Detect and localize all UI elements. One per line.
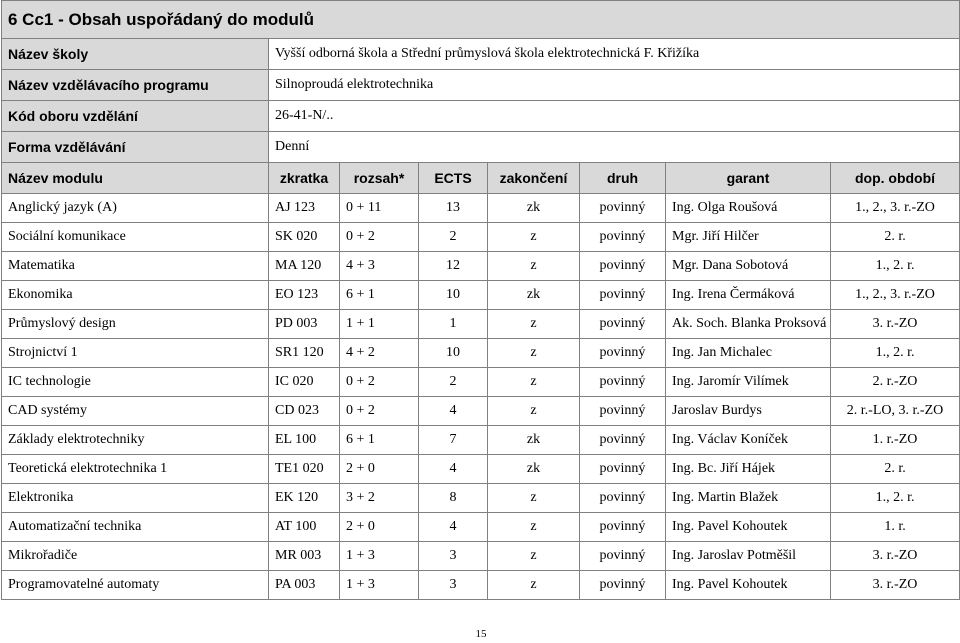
table-cell: Ing. Václav Koníček xyxy=(666,426,831,455)
table-cell: Ing. Jaromír Vilímek xyxy=(666,368,831,397)
table-cell: povinný xyxy=(580,397,666,426)
table-cell: 1., 2. r. xyxy=(831,484,960,513)
table-cell: z xyxy=(488,513,580,542)
table-cell: Anglický jazyk (A) xyxy=(2,194,269,223)
table-cell: Ing. Irena Čermáková xyxy=(666,281,831,310)
table-cell: z xyxy=(488,397,580,426)
table-cell: AT 100 xyxy=(269,513,340,542)
table-cell: SR1 120 xyxy=(269,339,340,368)
table-cell: 1 + 1 xyxy=(340,310,419,339)
table-row xyxy=(2,281,960,310)
table-row xyxy=(2,223,960,252)
meta-row-code xyxy=(2,101,960,132)
column-header: druh xyxy=(580,163,666,194)
table-cell: 1 + 3 xyxy=(340,542,419,571)
table-cell: MA 120 xyxy=(269,252,340,281)
table-cell: 0 + 2 xyxy=(340,223,419,252)
table-cell: IC 020 xyxy=(269,368,340,397)
table-cell: Ak. Soch. Blanka Proksová xyxy=(666,310,831,339)
meta-row-program xyxy=(2,70,960,101)
table-cell: 0 + 2 xyxy=(340,368,419,397)
column-header: dop. období xyxy=(831,163,960,194)
table-row xyxy=(2,484,960,513)
table-row xyxy=(2,426,960,455)
table-row xyxy=(2,542,960,571)
table-cell: PA 003 xyxy=(269,571,340,600)
table-cell: povinný xyxy=(580,310,666,339)
table-cell: 1., 2., 3. r.-ZO xyxy=(831,281,960,310)
table-cell: 1., 2. r. xyxy=(831,339,960,368)
table-cell: IC technologie xyxy=(2,368,269,397)
table-cell: EL 100 xyxy=(269,426,340,455)
table-row xyxy=(2,194,960,223)
table-cell: 0 + 11 xyxy=(340,194,419,223)
meta-row-form xyxy=(2,132,960,163)
table-cell: povinný xyxy=(580,223,666,252)
table-row xyxy=(2,310,960,339)
column-header: ECTS xyxy=(419,163,488,194)
table-row xyxy=(2,571,960,600)
table-cell: Automatizační technika xyxy=(2,513,269,542)
table-cell: z xyxy=(488,484,580,513)
column-header: garant xyxy=(666,163,831,194)
table-cell: 6 + 1 xyxy=(340,426,419,455)
table-cell: Ing. Pavel Kohoutek xyxy=(666,513,831,542)
table-cell: 3. r.-ZO xyxy=(831,571,960,600)
table-cell: 6 + 1 xyxy=(340,281,419,310)
table-cell: Strojnictví 1 xyxy=(2,339,269,368)
table-cell: Mikrořadiče xyxy=(2,542,269,571)
table-cell: 12 xyxy=(419,252,488,281)
meta-row-school xyxy=(2,39,960,70)
page-number: 15 xyxy=(475,628,487,640)
table-cell: 7 xyxy=(419,426,488,455)
column-header-row xyxy=(2,163,960,194)
document xyxy=(1,0,959,640)
meta-value: Vyšší odborná škola a Střední průmyslová škola elektrotechnická F. Křižíka xyxy=(269,39,960,70)
table-cell: TE1 020 xyxy=(269,455,340,484)
table-cell: 13 xyxy=(419,194,488,223)
table-cell: Ing. Pavel Kohoutek xyxy=(666,571,831,600)
table-cell: Mgr. Jiří Hilčer xyxy=(666,223,831,252)
table-cell: 4 xyxy=(419,455,488,484)
table-cell: 1 xyxy=(419,310,488,339)
table-cell: zk xyxy=(488,426,580,455)
table-cell: povinný xyxy=(580,426,666,455)
table-cell: zk xyxy=(488,455,580,484)
title-row xyxy=(2,1,960,39)
table-cell: Ing. Jaroslav Potměšil xyxy=(666,542,831,571)
table-row xyxy=(2,368,960,397)
table-cell: CD 023 xyxy=(269,397,340,426)
table-cell: Teoretická elektrotechnika 1 xyxy=(2,455,269,484)
table-cell: z xyxy=(488,252,580,281)
table-cell: 2 + 0 xyxy=(340,513,419,542)
meta-label: Forma vzdělávání xyxy=(2,132,269,163)
table-cell: Základy elektrotechniky xyxy=(2,426,269,455)
table-cell: Ekonomika xyxy=(2,281,269,310)
table-cell: z xyxy=(488,339,580,368)
table-cell: 3 xyxy=(419,542,488,571)
table-cell: povinný xyxy=(580,281,666,310)
table-cell: 8 xyxy=(419,484,488,513)
meta-label: Název školy xyxy=(2,39,269,70)
table-cell: zk xyxy=(488,281,580,310)
section-title: 6 Cc1 - Obsah uspořádaný do modulů xyxy=(2,1,960,39)
table-cell: 2. r. xyxy=(831,455,960,484)
table-cell: z xyxy=(488,571,580,600)
meta-value: Denní xyxy=(269,132,960,163)
table-cell: 2 + 0 xyxy=(340,455,419,484)
table-cell: povinný xyxy=(580,194,666,223)
table-cell: Ing. Jan Michalec xyxy=(666,339,831,368)
table-cell: zk xyxy=(488,194,580,223)
module-table xyxy=(1,0,960,600)
table-cell: 1., 2. r. xyxy=(831,252,960,281)
table-row xyxy=(2,397,960,426)
table-cell: Ing. Olga Roušová xyxy=(666,194,831,223)
table-cell: 2. r.-ZO xyxy=(831,368,960,397)
table-cell: Matematika xyxy=(2,252,269,281)
column-header: rozsah* xyxy=(340,163,419,194)
column-header: zakončení xyxy=(488,163,580,194)
table-cell: Jaroslav Burdys xyxy=(666,397,831,426)
column-header: zkratka xyxy=(269,163,340,194)
table-cell: 3 xyxy=(419,571,488,600)
table-row xyxy=(2,513,960,542)
table-cell: 3 + 2 xyxy=(340,484,419,513)
table-cell: 3. r.-ZO xyxy=(831,310,960,339)
table-cell: EK 120 xyxy=(269,484,340,513)
table-cell: 4 + 2 xyxy=(340,339,419,368)
table-cell: povinný xyxy=(580,542,666,571)
meta-label: Název vzdělávacího programu xyxy=(2,70,269,101)
table-cell: povinný xyxy=(580,252,666,281)
table-cell: 2 xyxy=(419,368,488,397)
table-cell: z xyxy=(488,223,580,252)
table-cell: AJ 123 xyxy=(269,194,340,223)
table-cell: PD 003 xyxy=(269,310,340,339)
table-row xyxy=(2,455,960,484)
table-cell: povinný xyxy=(580,513,666,542)
table-cell: 2. r. xyxy=(831,223,960,252)
table-cell: z xyxy=(488,310,580,339)
table-cell: 0 + 2 xyxy=(340,397,419,426)
meta-label: Kód oboru vzdělání xyxy=(2,101,269,132)
table-cell: 3. r.-ZO xyxy=(831,542,960,571)
table-cell: CAD systémy xyxy=(2,397,269,426)
table-cell: Sociální komunikace xyxy=(2,223,269,252)
table-cell: z xyxy=(488,368,580,397)
table-cell: Elektronika xyxy=(2,484,269,513)
table-cell: 4 xyxy=(419,513,488,542)
table-cell: SK 020 xyxy=(269,223,340,252)
table-cell: MR 003 xyxy=(269,542,340,571)
table-cell: Mgr. Dana Sobotová xyxy=(666,252,831,281)
table-cell: 1. r.-ZO xyxy=(831,426,960,455)
table-cell: Ing. Bc. Jiří Hájek xyxy=(666,455,831,484)
table-cell: povinný xyxy=(580,571,666,600)
table-cell: Programovatelné automaty xyxy=(2,571,269,600)
table-cell: Ing. Martin Blažek xyxy=(666,484,831,513)
table-cell: povinný xyxy=(580,339,666,368)
table-cell: 4 xyxy=(419,397,488,426)
table-cell: Průmyslový design xyxy=(2,310,269,339)
table-row xyxy=(2,252,960,281)
meta-value: 26-41-N/.. xyxy=(269,101,960,132)
table-cell: 1. r. xyxy=(831,513,960,542)
table-cell: EO 123 xyxy=(269,281,340,310)
meta-value: Silnoproudá elektrotechnika xyxy=(269,70,960,101)
table-cell: povinný xyxy=(580,455,666,484)
table-cell: z xyxy=(488,542,580,571)
table-cell: povinný xyxy=(580,368,666,397)
table-cell: 2 xyxy=(419,223,488,252)
table-cell: 1., 2., 3. r.-ZO xyxy=(831,194,960,223)
table-cell: povinný xyxy=(580,484,666,513)
table-cell: 10 xyxy=(419,339,488,368)
table-cell: 2. r.-LO, 3. r.-ZO xyxy=(831,397,960,426)
table-cell: 1 + 3 xyxy=(340,571,419,600)
column-header: Název modulu xyxy=(2,163,269,194)
table-cell: 4 + 3 xyxy=(340,252,419,281)
table-row xyxy=(2,339,960,368)
table-cell: 10 xyxy=(419,281,488,310)
